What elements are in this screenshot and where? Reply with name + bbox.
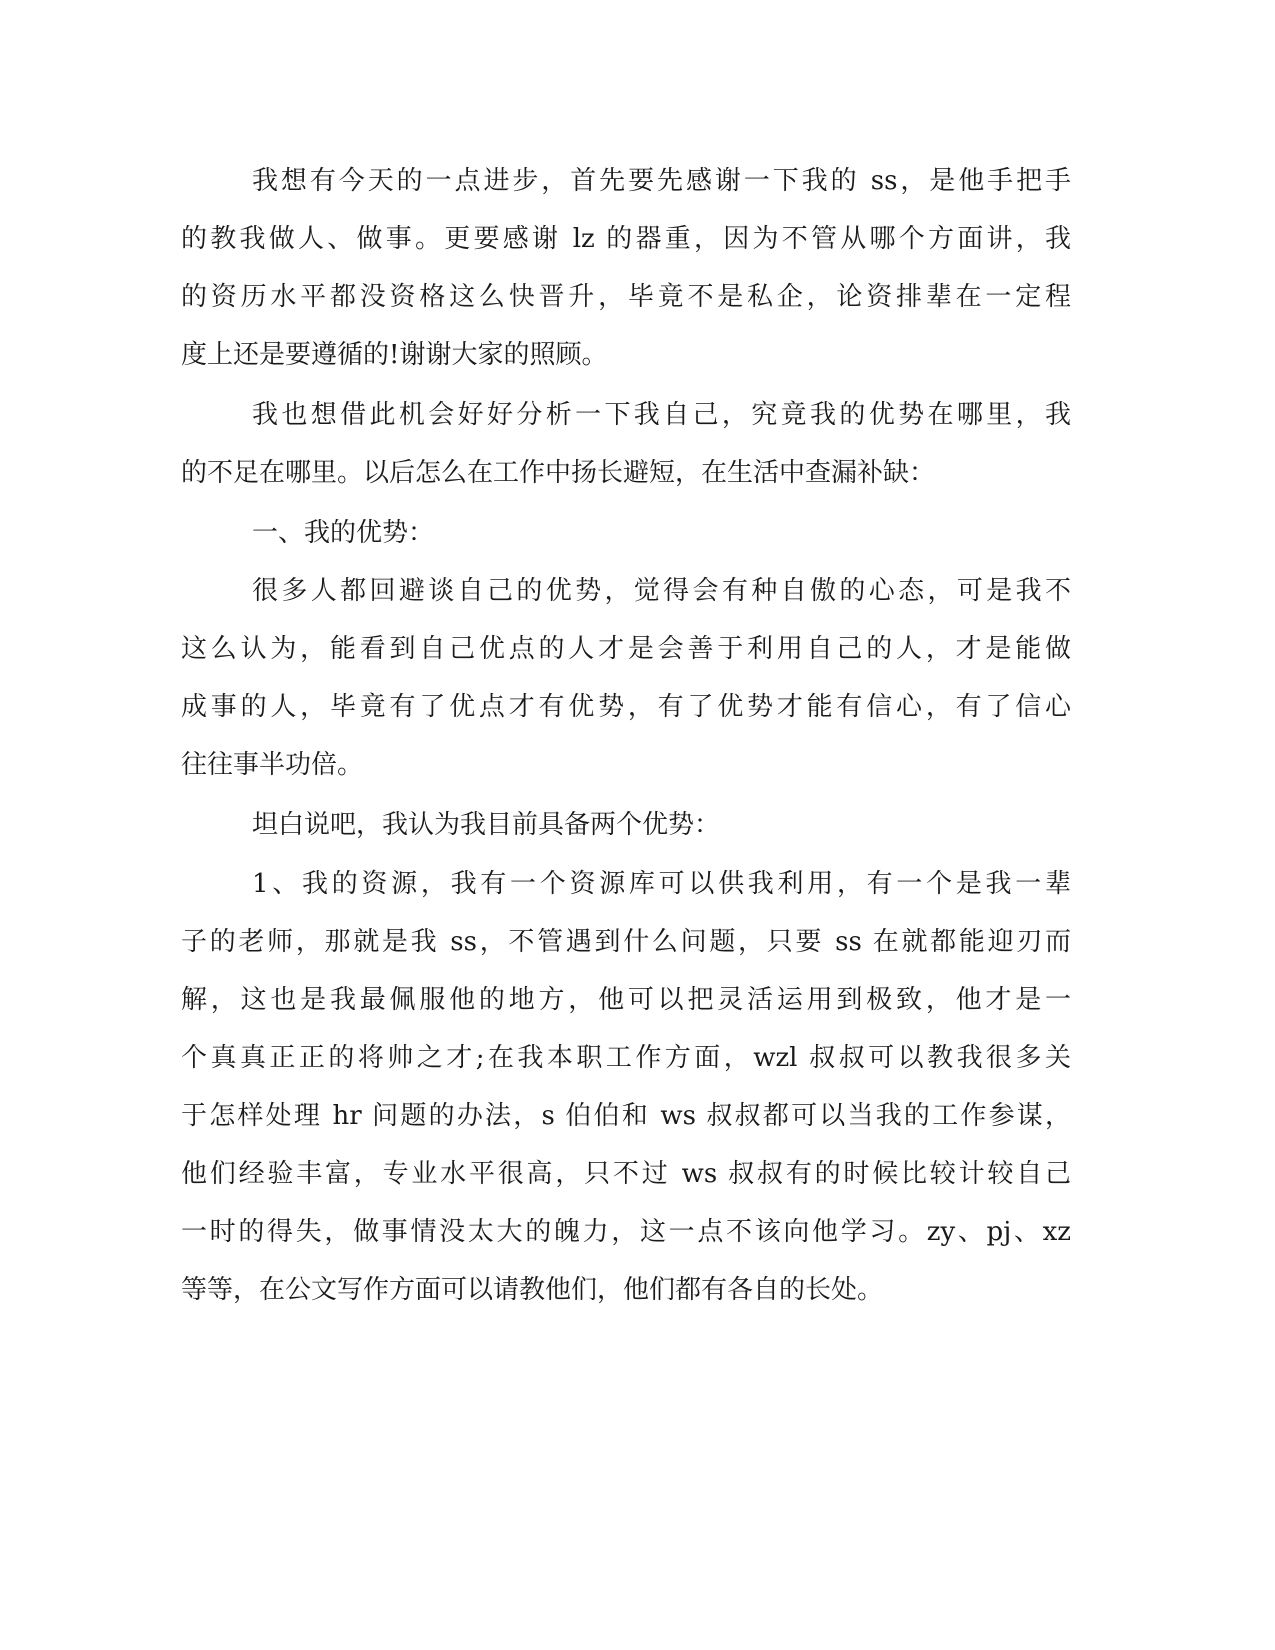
text-line: 等等，在公文写作方面可以请教他们，他们都有各自的长处。 xyxy=(181,1275,884,1305)
text-line: 坦白说吧，我认为我目前具备两个优势： xyxy=(252,810,721,840)
text-line: 个真真正正的将帅之才;在我本职工作方面，wzl 叔叔可以教我很多关 xyxy=(181,1043,1071,1073)
text-line: 的资历水平都没资格这么快晋升，毕竟不是私企，论资排辈在一定程 xyxy=(181,282,1071,312)
text-line: 我也想借此机会好好分析一下我自己，究竟我的优势在哪里，我 xyxy=(252,400,1071,430)
text-line: 往往事半功倍。 xyxy=(181,750,364,780)
text-line: 子的老师，那就是我 ss，不管遇到什么问题，只要 ss 在就都能迎刃而 xyxy=(181,927,1071,957)
text-line: 1、我的资源，我有一个资源库可以供我利用，有一个是我一辈 xyxy=(252,869,1071,899)
text-line: 我想有今天的一点进步，首先要先感谢一下我的 ss，是他手把手 xyxy=(252,166,1071,196)
text-line: 于怎样处理 hr 问题的办法，s 伯伯和 ws 叔叔都可以当我的工作参谋， xyxy=(181,1101,1071,1131)
text-line: 的教我做人、做事。更要感谢 lz 的器重，因为不管从哪个方面讲，我 xyxy=(181,224,1071,254)
text-line: 解，这也是我最佩服他的地方，他可以把灵活运用到极致，他才是一 xyxy=(181,985,1071,1015)
text-line: 这么认为，能看到自己优点的人才是会善于利用自己的人，才是能做 xyxy=(181,634,1071,664)
text-line: 他们经验丰富，专业水平很高，只不过 ws 叔叔有的时候比较计较自己 xyxy=(181,1159,1071,1189)
section-heading: 一、我的优势： xyxy=(252,518,435,548)
text-line: 度上还是要遵循的!谢谢大家的照顾。 xyxy=(181,340,608,370)
text-line: 成事的人，毕竟有了优点才有优势，有了优势才能有信心，有了信心 xyxy=(181,692,1071,722)
text-line: 的不足在哪里。以后怎么在工作中扬长避短，在生活中查漏补缺： xyxy=(181,458,936,488)
text-line: 一时的得失，做事情没太大的魄力，这一点不该向他学习。zy、pj、xz xyxy=(181,1217,1071,1247)
text-line: 很多人都回避谈自己的优势，觉得会有种自傲的心态，可是我不 xyxy=(252,576,1071,606)
